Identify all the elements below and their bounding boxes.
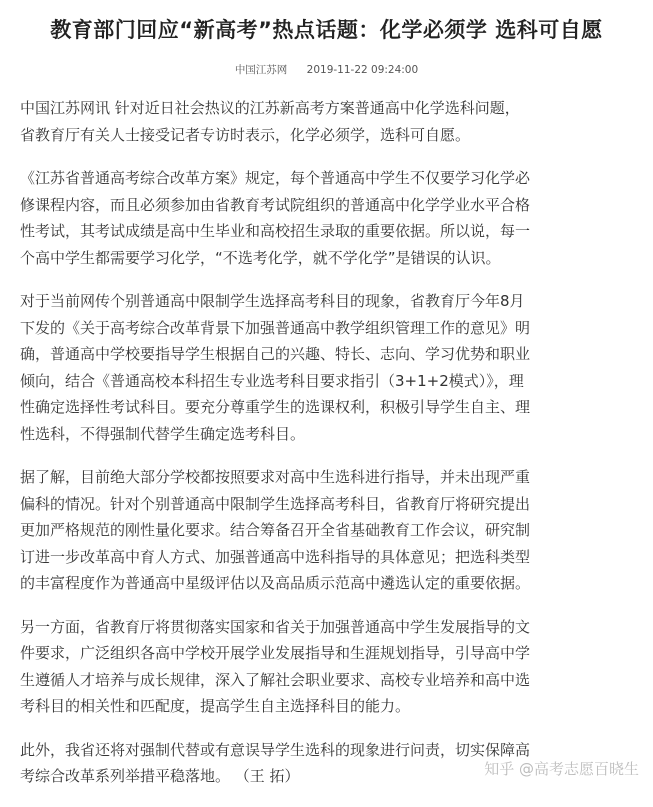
article-body <box>20 95 638 807</box>
paragraph-line: 《江苏省普通高考综合改革方案》规定，每个普通高中学生不仅要学习化学必 <box>20 169 531 187</box>
paragraph-line: 的丰富程度作为普通高中星级评估以及高品质示范高中遴选认定的重要依据。 <box>20 574 531 592</box>
paragraph-line: 生遵循人才培养与成长规律，深入了解社会职业要求、高校专业培养和高中选 <box>20 670 531 689</box>
paragraph-line: 中国江苏网讯 针对近日社会热议的江苏新高考方案普通高中化学选科问题， <box>20 99 520 117</box>
paragraph-line: 对于当前网传个别普通高中限制学生选择高考科目的现象，省教育厅今年8月 <box>20 292 525 310</box>
paragraph-line: 据了解，目前绝大部分学校都按照要求对高中生选科进行指导，并未出现严重 <box>20 468 531 486</box>
paragraph-line: 性选科，不得强制代替学生确定选考科目。 <box>20 424 306 443</box>
paragraph-line: 件要求，广泛组织各高中学校开展学业发展指导和生涯规划指导，引导高中学 <box>20 644 531 662</box>
paragraph-line: 倾向，结合《普通高校本科招生专业选考科目要求指引（3+1+2模式）》，理 <box>20 371 524 390</box>
article-paragraph <box>20 614 638 720</box>
article-source: 中国江苏网 <box>234 64 288 76</box>
paragraph-line: 考综合改革系列举措平稳落地。 （王 拓） <box>20 767 300 785</box>
article-title: 教育部门回应“新高考”热点话题：化学必须学 选科可自愿 <box>50 18 603 42</box>
article-datetime: 2019-11-22 09:24:00 <box>306 64 419 76</box>
paragraph-line: 偏科的情况。针对个别普通高中限制学生选择高考科目，省教育厅将研究提出 <box>20 494 531 513</box>
paragraph-line: 确，普通高中学校要指导学生根据自己的兴趣、特长、志向、学习优势和职业 <box>20 345 531 363</box>
paragraph-line: 修课程内容，而且必须参加由省教育考试院组织的普通高中化学学业水平合格 <box>20 195 531 214</box>
article-meta <box>0 62 653 77</box>
watermark: 知乎 @高考志愿百晓生 <box>484 760 639 778</box>
paragraph-line: 省教育厅有关人士接受记者专访时表示，化学必须学，选科可自愿。 <box>20 125 471 144</box>
paragraph-line: 此外，我省还将对强制代替或有意误导学生选科的现象进行问责，切实保障高 <box>20 740 531 759</box>
paragraph-line: 另一方面，省教育厅将贯彻落实国家和省关于加强普通高中学生发展指导的文 <box>20 617 531 636</box>
paragraph-line: 性考试，其考试成绩是高中生毕业和高校招生录取的重要依据。所以说，每一 <box>20 222 531 240</box>
article-paragraph <box>20 165 638 271</box>
paragraph-line: 性确定选择性考试科目。要充分尊重学生的选课权利，积极引导学生自主、理 <box>20 398 531 416</box>
article-paragraph <box>20 95 638 148</box>
article-paragraph <box>20 288 638 447</box>
paragraph-line: 下发的《关于高考综合改革背景下加强普通高中教学组织管理工作的意见》明 <box>20 318 531 337</box>
paragraph-line: 订进一步改革高中育人方式、加强普通高中选科指导的具体意见；把选科类型 <box>20 547 531 566</box>
article-paragraph <box>20 464 638 597</box>
paragraph-line: 个高中学生都需要学习化学，“不选考化学，就不学化学”是错误的认识。 <box>20 248 501 267</box>
paragraph-line: 更加严格规范的刚性量化要求。结合筹备召开全省基础教育工作会议，研究制 <box>20 521 531 539</box>
paragraph-line: 考科目的相关性和匹配度，提高学生自主选择科目的能力。 <box>20 697 411 715</box>
